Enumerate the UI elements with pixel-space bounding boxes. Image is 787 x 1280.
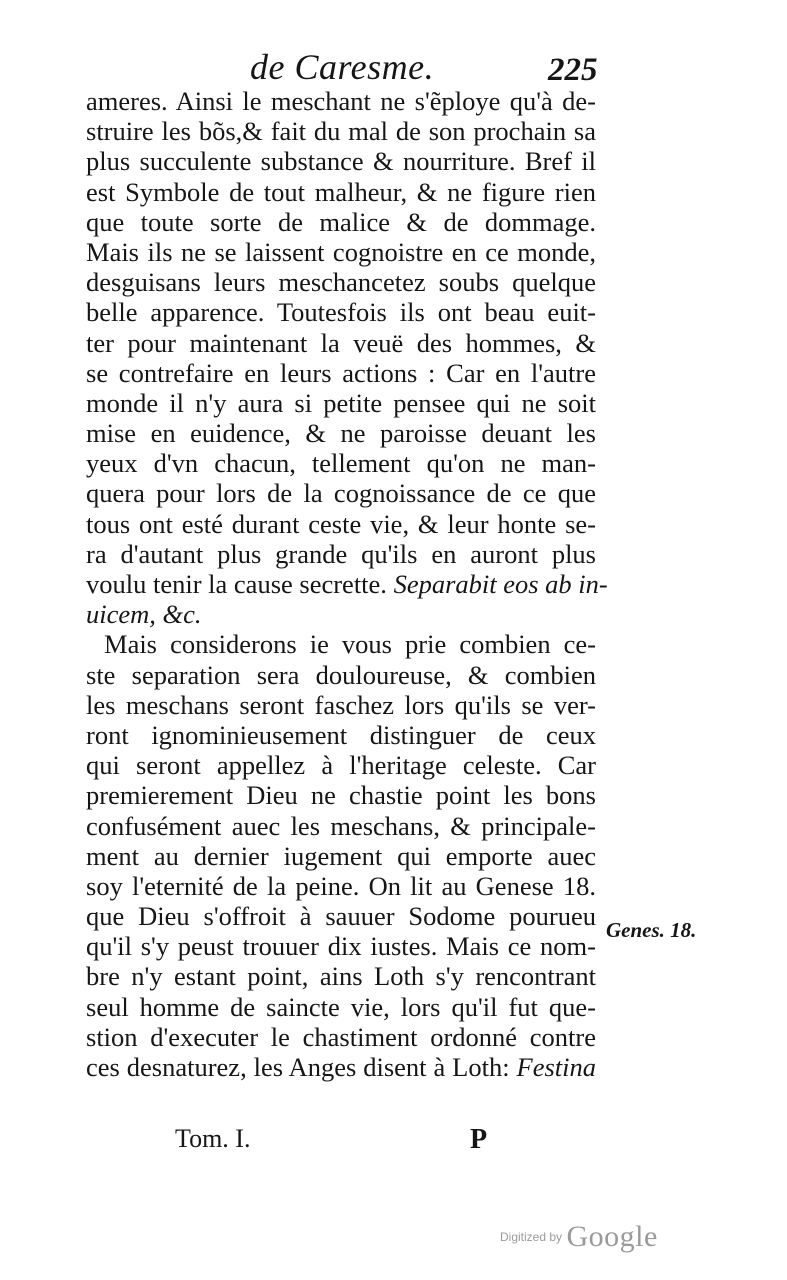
page-number: 225: [548, 52, 598, 88]
digitized-watermark: [500, 1220, 658, 1254]
text-line: bre n'y estant point, ains Loth s'y rencontrant: [86, 961, 596, 992]
text-line: que toute sorte de malice & de dommage.: [86, 206, 596, 237]
watermark-prefix: Digitized by: [500, 1230, 563, 1244]
body-text: [86, 86, 608, 1082]
text-line: seul homme de saincte vie, lors qu'il fut que-: [86, 991, 596, 1022]
text-line: yeux d'vn chacun, tellement qu'on ne man-: [86, 448, 596, 479]
margin-reference: Genes. 18.: [606, 918, 697, 942]
text-line: premierement Dieu ne chastie point les bons: [86, 780, 596, 811]
latin-quote: Festina: [516, 1052, 597, 1082]
signature-mark: P: [470, 1124, 488, 1155]
text-line: qui seront appellez à l'heritage celeste. Car: [86, 750, 596, 781]
text-line: les meschans seront faschez lors qu'ils se ver-: [86, 689, 596, 720]
text-line: desguisans leurs meschancetez soubs quelque: [86, 267, 596, 298]
latin-quote-continued: uicem, &c.: [86, 599, 202, 630]
text-line: Mais ils ne se laissent cognoistre en ce monde,: [86, 236, 596, 267]
text-line: ameres. Ainsi le meschant ne s'ẽploye qu'à de-: [86, 86, 596, 116]
running-title: de Caresme.: [250, 47, 435, 87]
text-line: confusément auec les meschans, & principale-: [86, 810, 596, 841]
text-line: mise en euidence, & ne paroisse deuant les: [86, 418, 596, 449]
text-line: soy l'eternité de la peine. On lit au Genese 18.: [86, 870, 596, 901]
text-line: voulu tenir la cause secrette.: [86, 569, 387, 599]
text-line: struire les bõs,& fait du mal de son prochain sa: [86, 116, 596, 147]
google-logo: Google: [566, 1220, 658, 1253]
text-line: que Dieu s'offroit à sauuer Sodome pourueu: [86, 901, 596, 932]
text-line: ront ignominieusement distinguer de ceux: [86, 719, 596, 750]
text-line-with-quote: [86, 569, 608, 599]
text-line: belle apparence. Toutesfois ils ont beau euit-: [86, 297, 596, 328]
text-line: ra d'autant plus grande qu'ils en auront plus: [86, 538, 596, 569]
text-line: quera pour lors de la cognoissance de ce que: [86, 478, 596, 509]
text-line: stion d'executer le chastiment ordonné contre: [86, 1021, 596, 1052]
text-line: est Symbole de tout malheur, & ne figure rien: [86, 176, 596, 207]
text-line: qu'il s'y peust trouuer dix iustes. Mais ce nom-: [86, 931, 596, 962]
text-line: ment au dernier iugement qui emporte auec: [86, 840, 596, 871]
text-line: ces desnaturez, les Anges disent à Loth:: [86, 1052, 510, 1082]
text-line: ter pour maintenant la veuë des hommes, &: [86, 327, 596, 358]
text-line-with-quote: [86, 1052, 596, 1082]
latin-quote: Separabit eos ab in-: [393, 569, 608, 599]
text-line: ste separation sera douloureuse, & combien: [86, 659, 596, 690]
paragraph-start: Mais considerons ie vous prie combien ce-: [104, 629, 596, 660]
text-line: plus succulente substance & nourriture. Bref il: [86, 146, 596, 177]
text-line: se contrefaire en leurs actions : Car en l'autre: [86, 357, 596, 388]
tome-mark: Tom. I.: [175, 1124, 251, 1153]
text-line: monde il n'y aura si petite pensee qui ne soit: [86, 387, 596, 418]
text-line: tous ont esté durant ceste vie, & leur honte se-: [86, 508, 596, 539]
